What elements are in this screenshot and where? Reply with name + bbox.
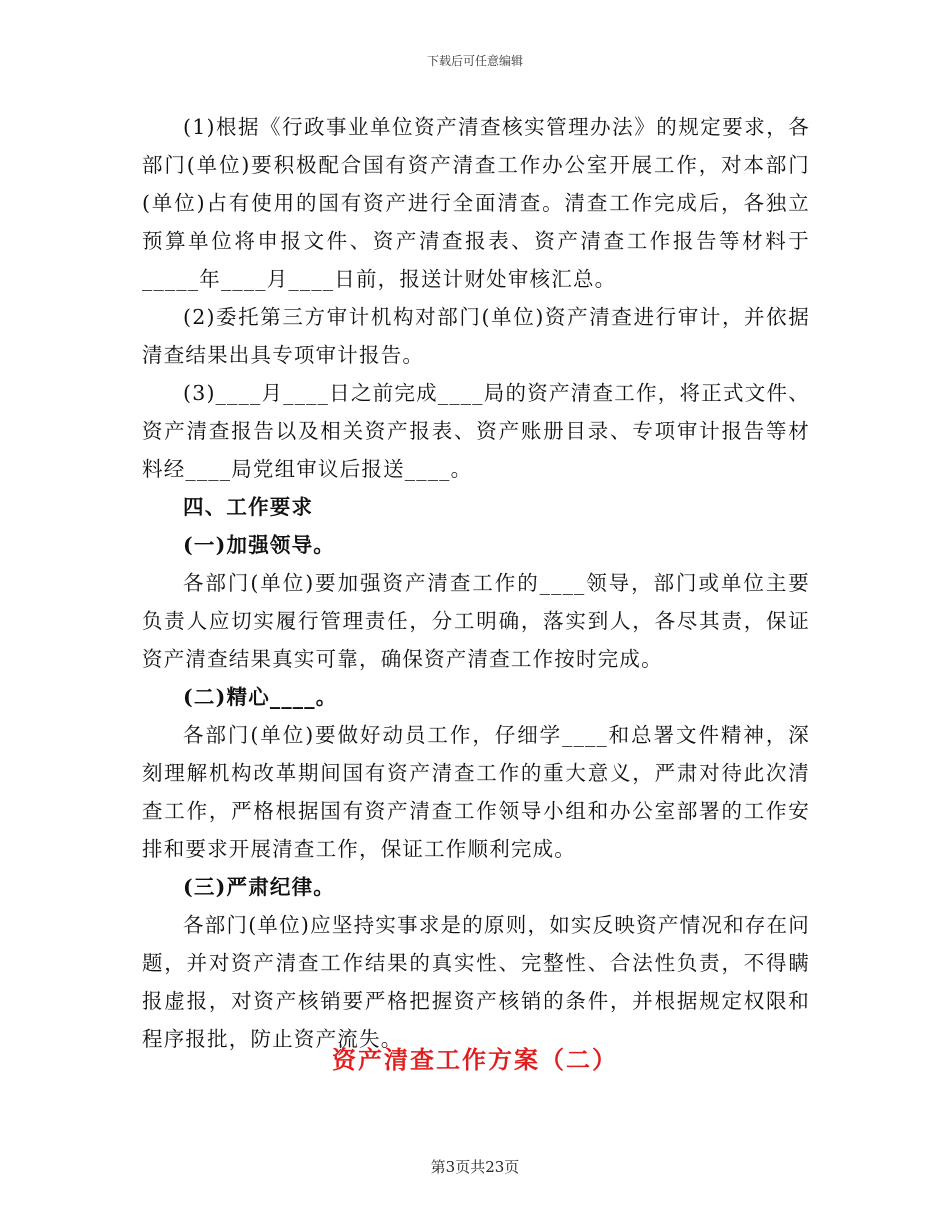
section-heading-work-requirements: 四、工作要求 bbox=[183, 495, 314, 519]
paragraph-leadership: 各部门(单位)要加强资产清查工作的____领导，部门或单位主要负责人应切实履行管理责任，分工明确，落实到人，各尽其责，保证资产清查结果真实可靠，确保资产清查工作按时完成。 bbox=[142, 571, 810, 671]
paragraph-discipline: 各部门(单位)应坚持实事求是的原则，如实反映资产情况和存在问题，并对资产清查工作结果的真实性、完整性、合法性负责，不得瞒报虚报，对资产核销要严格把握资产核销的条件，并根据规定权限和程序报批，防止资产流失。 bbox=[142, 913, 810, 1051]
document-body bbox=[142, 108, 810, 1058]
subheading-careful: (二)精心____。 bbox=[183, 685, 338, 709]
subheading-discipline: (三)严肃纪律。 bbox=[183, 875, 335, 899]
paragraph-mobilization: 各部门(单位)要做好动员工作，仔细学____和总署文件精神，深刻理解机构改革期间国有资产清查工作的重大意义，严肃对待此次清查工作，严格根据国有资产清查工作领导小组和办公室部署的工作安排和要求开展清查工作，保证工作顺利完成。 bbox=[142, 723, 810, 861]
paragraph-item-2: (2)委托第三方审计机构对部门(单位)资产清查进行审计，并依据清查结果出具专项审计报告。 bbox=[142, 305, 810, 367]
paragraph-item-3: (3)____月____日之前完成____局的资产清查工作，将正式文件、资产清查报告以及相关资产报表、资产账册目录、专项审计报告等材料经____局党组审议后报送____。 bbox=[142, 381, 810, 481]
page-header: 下载后可任意编辑 bbox=[426, 54, 523, 68]
paragraph-item-1: (1)根据《行政事业单位资产清查核实管理办法》的规定要求，各部门(单位)要积极配合国有资产清查工作办公室开展工作，对本部门(单位)占有使用的国有资产进行全面清查。清查工作完成后，各独立预算单位将申报文件、资产清查报表、资产清查工作报告等材料于_____年____月____日前，报送计财处审核汇总。 bbox=[142, 115, 810, 291]
subheading-strengthen-leadership: (一)加强领导。 bbox=[183, 533, 335, 557]
document-title: 资产清查工作方案（二） bbox=[332, 1045, 618, 1074]
page-number: 第3页共23页 bbox=[430, 1158, 520, 1176]
